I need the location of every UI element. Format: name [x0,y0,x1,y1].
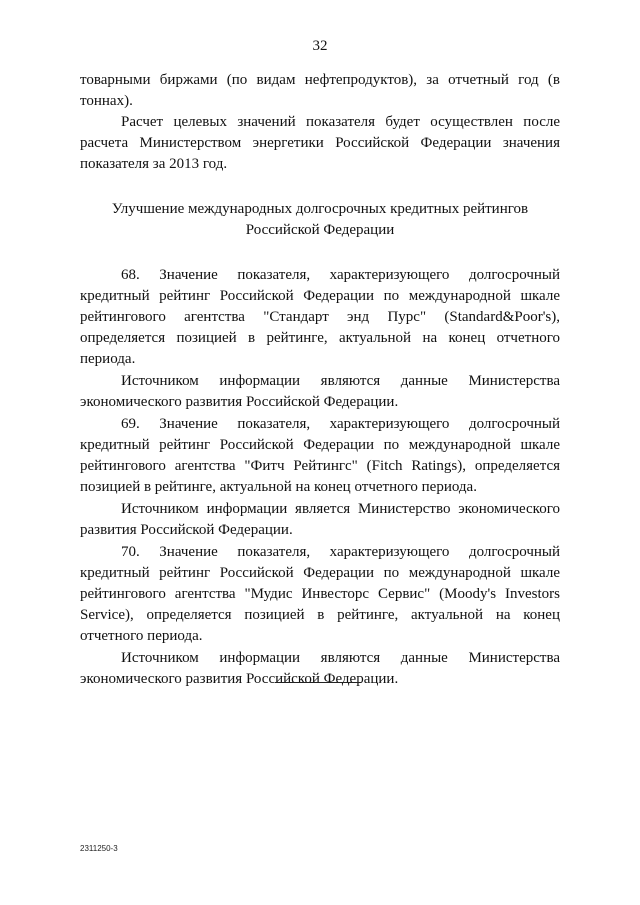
section-title [80,199,560,241]
section-title-line-1: Улучшение международных долгосрочных кредитных рейтингов [111,201,529,217]
intro-paragraph-2: Расчет целевых значений показателя будет осуществлен после расчета Министерством энергетики Российской Федерации значения показателя за 2013 год. [80,114,560,172]
document-code: 2311250-3 [80,844,118,853]
page-number: 32 [312,38,328,54]
end-divider-line [275,682,361,683]
item-68-text: 68. Значение показателя, характеризующего долгосрочный кредитный рейтинг Российской Федерации по международной шкале рейтингового агентства "Стандарт энд Пурс" (Standard&Poor's), определяется позицией в рейтинге, актуальной на конец отчетного периода. [80,267,560,367]
item-68-source: Источником информации являются данные Министерства экономического развития Российской Федерации. [80,373,560,410]
item-70-source: Источником информации являются данные Министерства экономического развития Российской Федерации. [80,650,560,687]
item-69-source: Источником информации является Министерство экономического развития Российской Федерации. [80,501,560,538]
section-title-line-2: Российской Федерации [245,222,395,238]
intro-paragraph-1: товарными биржами (по видам нефтепродуктов), за отчетный год (в тоннах). [80,72,560,109]
item-69-text: 69. Значение показателя, характеризующего долгосрочный кредитный рейтинг Российской Федерации по международной шкале рейтингового агентства "Фитч Рейтингс" (Fitch Ratings), определяется позицией в рейтинге, актуальной на конец отчетного периода. [80,416,560,495]
document-body [80,70,560,690]
item-70-text: 70. Значение показателя, характеризующего долгосрочный кредитный рейтинг Российской Федерации по международной шкале рейтингового агентства "Мудис Инвесторс Сервис" (Moody's Investors Service), определяется позицией в рейтинге, актуальной на конец отчетного периода. [80,544,560,644]
